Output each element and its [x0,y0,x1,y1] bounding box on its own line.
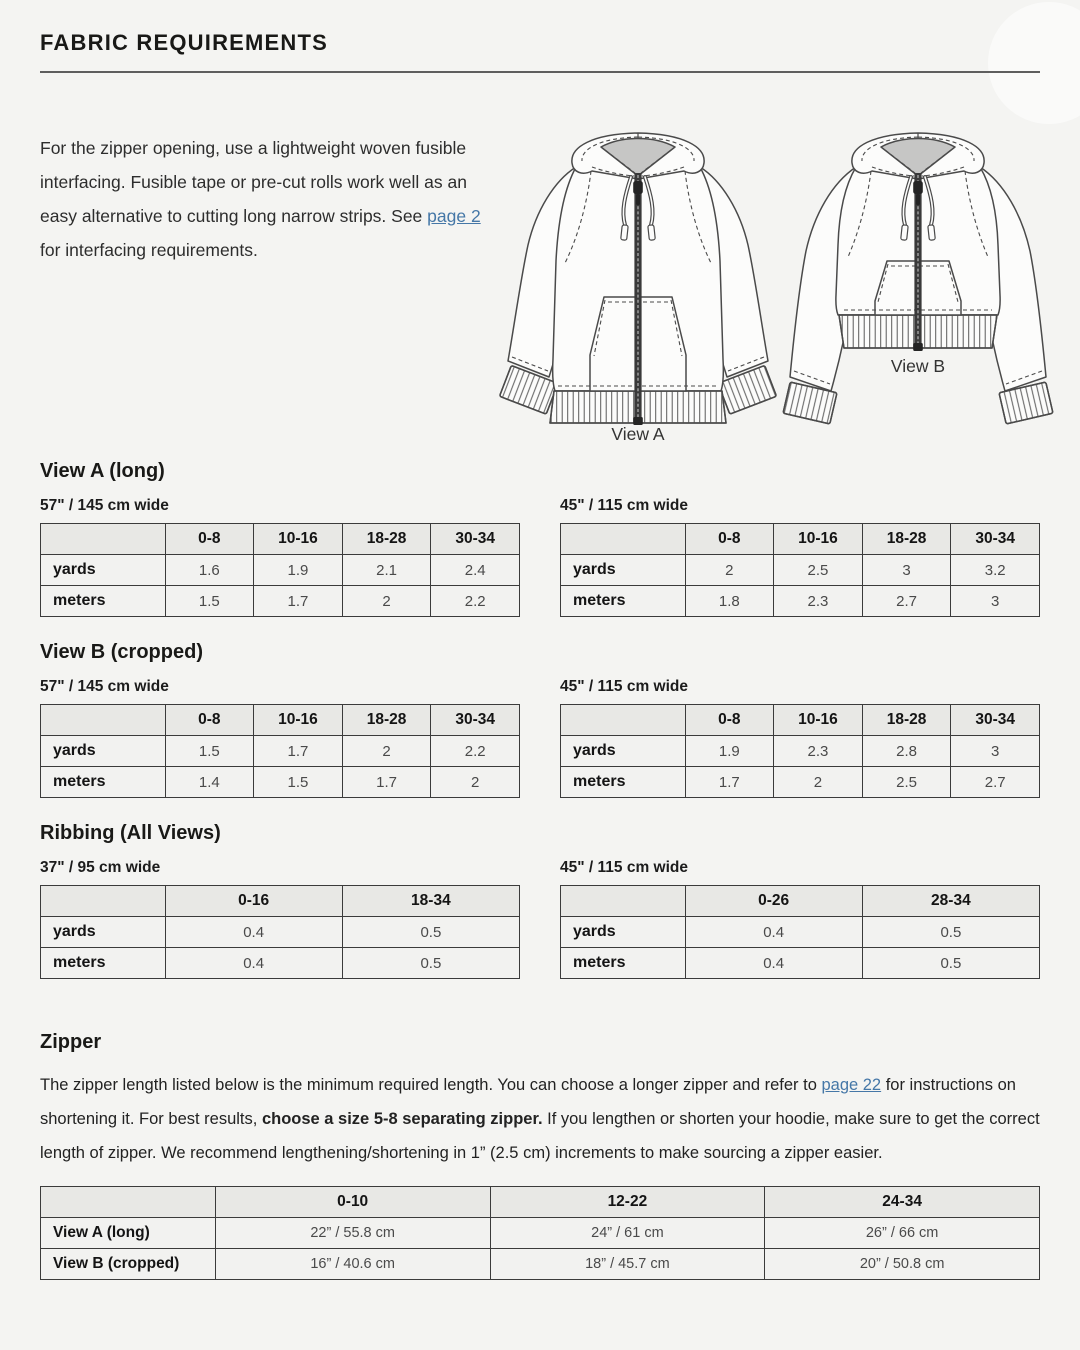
title-divider [40,71,1040,73]
size-range-header: 0-8 [685,524,774,555]
size-range-header: 12-22 [490,1187,765,1218]
size-range-header: 0-8 [165,705,254,736]
value-cell: 2 [342,586,431,617]
row-label-cell: yards [41,917,166,948]
value-cell: 0.5 [342,917,519,948]
section-heading-view-b: View B (cropped) [40,641,203,663]
size-range-header: 30-34 [431,705,520,736]
table-header-row [561,886,1040,917]
ribbing-37in-table [40,885,520,979]
hoodie-view-a-drawing [488,109,788,451]
size-range-header: 28-34 [862,886,1039,917]
table-row [561,767,1040,798]
fabric-width-label: 57" / 145 cm wide [40,678,169,695]
section-heading-view-a: View A (long) [40,460,165,482]
value-cell: 2.1 [342,555,431,586]
table-corner-cell [41,1187,216,1218]
size-range-header: 18-28 [342,524,431,555]
value-cell: 2.5 [862,767,951,798]
section-heading-ribbing: Ribbing (All Views) [40,822,221,844]
value-cell: 1.5 [254,767,343,798]
size-range-header: 18-28 [862,524,951,555]
table-row [41,767,520,798]
value-cell: 2.3 [774,586,863,617]
row-label-cell: yards [41,736,166,767]
table-row [41,586,520,617]
table-header-row [41,524,520,555]
zipper-text-2: for instructions on shortening it. For best results, [40,1076,1016,1128]
value-cell: 0.5 [342,948,519,979]
row-label-cell: meters [41,767,166,798]
value-cell: 1.5 [165,736,254,767]
value-cell: 2.5 [774,555,863,586]
value-cell: 1.5 [165,586,254,617]
table-header-row [561,524,1040,555]
table-corner-cell [41,524,166,555]
table-corner-cell [561,524,686,555]
value-cell: 1.9 [254,555,343,586]
table-row [41,948,520,979]
value-cell: 0.4 [685,948,862,979]
ribbing-tables-row [40,845,1040,979]
size-range-header: 0-10 [215,1187,490,1218]
value-cell: 0.4 [165,948,342,979]
table-row [41,1218,1040,1249]
value-cell: 2.2 [431,736,520,767]
size-range-header: 0-16 [165,886,342,917]
value-cell: 2.2 [431,586,520,617]
table-corner-cell [561,886,686,917]
value-cell: 2.7 [951,767,1040,798]
ribbing-45in-table [560,885,1040,979]
row-label-cell: meters [561,586,686,617]
view-b-45in-table [560,704,1040,798]
size-range-header: 18-34 [342,886,519,917]
table-header-row [41,886,520,917]
intro-text-after-link: for interfacing requirements. [40,239,258,260]
view-a-57in-table [40,523,520,617]
value-cell: 22” / 55.8 cm [215,1218,490,1249]
value-cell: 1.7 [685,767,774,798]
fabric-width-label: 45" / 115 cm wide [560,678,688,695]
hoodie-view-b-drawing [768,109,1068,451]
value-cell: 2 [342,736,431,767]
value-cell: 20” / 50.8 cm [765,1249,1040,1280]
value-cell: 2 [685,555,774,586]
table-row [561,917,1040,948]
value-cell: 2 [431,767,520,798]
value-cell: 16” / 40.6 cm [215,1249,490,1280]
zipper-text-3: If you lengthen or shorten your hoodie, make sure to get the correct length of zipper. We recommend lengthening/shortening in 1” (2.5 cm) increments to make sourcing a zipper easier. [40,1110,1040,1162]
zipper [913,173,923,351]
table-row [561,586,1040,617]
size-range-header: 24-34 [765,1187,1040,1218]
value-cell: 1.6 [165,555,254,586]
view-a-45in-table [560,523,1040,617]
table-header-row [41,1187,1040,1218]
size-range-header: 30-34 [951,524,1040,555]
intro-and-illustration-row [40,109,1040,454]
row-label-cell: meters [41,948,166,979]
page-title: FABRIC REQUIREMENTS [40,30,329,55]
hoodie-illustrations [488,109,1080,454]
table-corner-cell [41,886,166,917]
value-cell: 1.4 [165,767,254,798]
value-cell: 1.9 [685,736,774,767]
page-2-link[interactable]: page 2 [427,205,481,226]
value-cell: 0.5 [862,917,1039,948]
zipper-text-1: The zipper length listed below is the minimum required length. You can choose a longer zipper and refer to [40,1076,822,1094]
table-row [41,555,520,586]
zipper-paragraph [40,1068,1040,1170]
value-cell: 1.7 [254,586,343,617]
value-cell: 3 [951,586,1040,617]
table-header-row [561,705,1040,736]
size-range-header: 10-16 [774,705,863,736]
zipper-length-table [40,1186,1040,1280]
size-range-header: 0-8 [685,705,774,736]
zipper-section [40,1031,1040,1280]
value-cell: 2.3 [774,736,863,767]
corner-circle-decoration [988,2,1080,124]
value-cell: 3 [951,736,1040,767]
size-range-header: 10-16 [254,524,343,555]
view-b-tables-row [40,664,1040,798]
table-corner-cell [41,705,166,736]
size-range-header: 10-16 [774,524,863,555]
table-row [41,736,520,767]
value-cell: 0.4 [165,917,342,948]
table-header-row [41,705,520,736]
size-range-header: 10-16 [254,705,343,736]
row-label-cell: meters [561,767,686,798]
view-b-caption: View B [890,356,946,376]
value-cell: 3 [862,555,951,586]
zipper-heading: Zipper [40,1031,102,1053]
row-label-cell: yards [561,555,686,586]
size-range-header: 18-28 [342,705,431,736]
size-range-header: 0-26 [685,886,862,917]
table-row [561,948,1040,979]
value-cell: 0.5 [862,948,1039,979]
value-cell: 2 [774,767,863,798]
value-cell: 2.4 [431,555,520,586]
view-b-57in-table [40,704,520,798]
row-label-cell: yards [561,736,686,767]
value-cell: 2.7 [862,586,951,617]
table-row [561,736,1040,767]
value-cell: 1.7 [342,767,431,798]
value-cell: 1.8 [685,586,774,617]
size-range-header: 30-34 [951,705,1040,736]
value-cell: 0.4 [685,917,862,948]
intro-text-before-link: For the zipper opening, use a lightweight woven fusible interfacing. Fusible tape or pre-cut rolls work well as an easy alternative to cutting long narrow strips. See [40,137,467,226]
zipper-bold-note: choose a size 5-8 separating zipper. [261,1110,543,1128]
size-range-header: 0-8 [165,524,254,555]
fabric-width-label: 45" / 115 cm wide [560,859,688,876]
fabric-width-label: 37" / 95 cm wide [40,859,161,876]
table-corner-cell [561,705,686,736]
value-cell: 1.7 [254,736,343,767]
size-range-header: 18-28 [862,705,951,736]
value-cell: 18” / 45.7 cm [490,1249,765,1280]
row-label-cell: meters [561,948,686,979]
value-cell: 24” / 61 cm [490,1218,765,1249]
value-cell: 2.8 [862,736,951,767]
view-a-caption: View A [611,424,665,444]
page-22-link[interactable]: page 22 [821,1076,882,1094]
row-label-cell: meters [41,586,166,617]
table-row [41,1249,1040,1280]
view-a-tables-row [40,483,1040,617]
size-range-header: 30-34 [431,524,520,555]
table-row [41,917,520,948]
row-label-cell: View B (cropped) [41,1249,216,1280]
table-row [561,555,1040,586]
fabric-width-label: 45" / 115 cm wide [560,497,688,514]
zipper [633,173,643,425]
row-label-cell: yards [561,917,686,948]
value-cell: 3.2 [951,555,1040,586]
row-label-cell: yards [41,555,166,586]
value-cell: 26” / 66 cm [765,1218,1040,1249]
fabric-width-label: 57" / 145 cm wide [40,497,169,514]
row-label-cell: View A (long) [41,1218,216,1249]
intro-paragraph [40,127,488,437]
